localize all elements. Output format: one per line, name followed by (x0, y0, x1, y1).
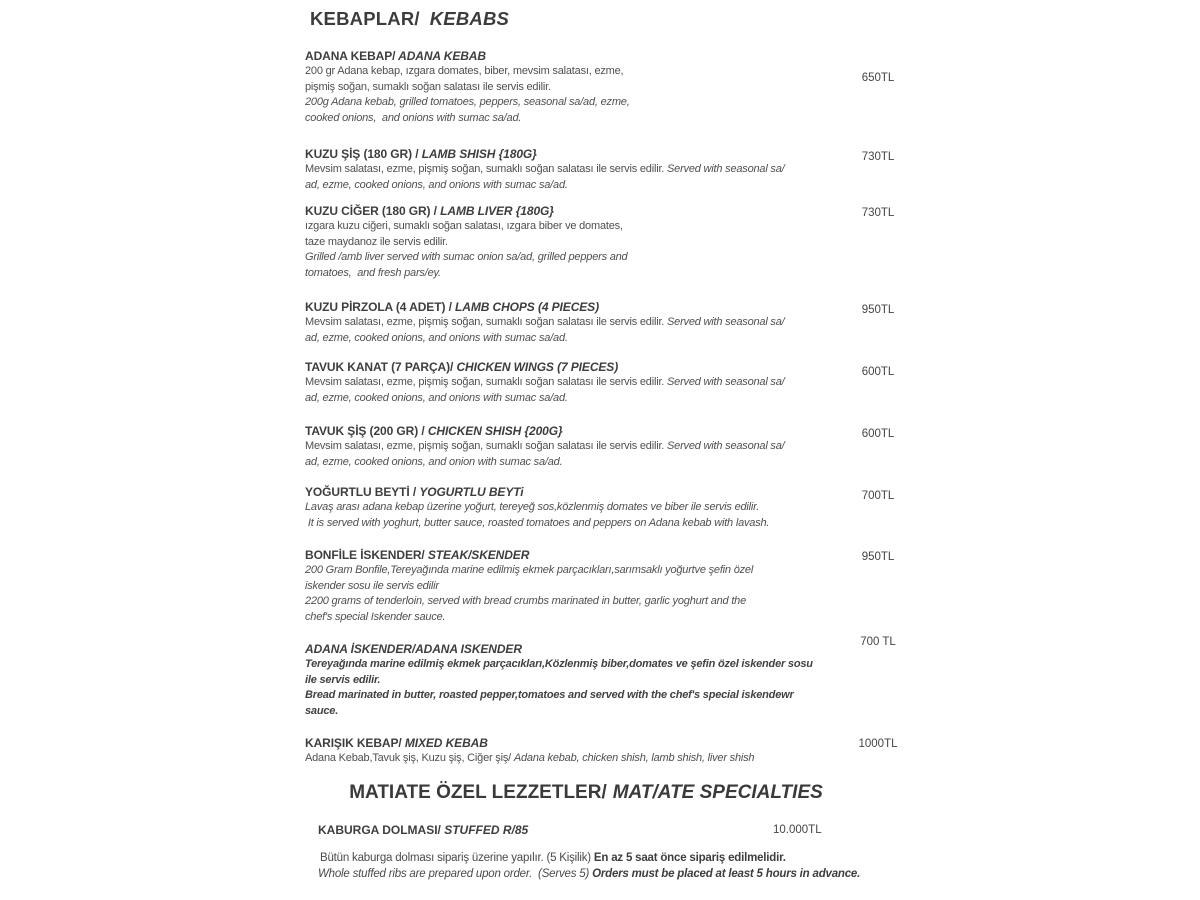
item-desc-line: ad, ezme, cooked onions, and onions with sumac sa/ad. (305, 391, 568, 404)
item-desc-line: Mevsim salatası, ezme, pişmiş soğan, sumaklı soğan salatası ile servis edilir. Served with seasonal sa/ (305, 440, 785, 453)
item-desc-line: sauce. (305, 704, 339, 717)
item-desc-line: Adana Kebab,Tavuk şiş, Kuzu şiş, Ciğer şiş/ Adana kebab, chicken shish, lamb shish, liver shish (305, 752, 755, 765)
section-title-specialties (300, 782, 872, 804)
order-note-turkish: Bütün kaburga dolması sipariş üzerine yapılır. (5 Kişilik) En az 5 saat önce sipariş edilmelidir. (320, 852, 786, 864)
item-desc-line: ad, ezme, cooked onions, and onions with sumac sa/ad. (305, 331, 568, 344)
item-title: ADANA İSKENDER/ADANA ISKENDER (305, 642, 522, 656)
item-title: BONFİLE İSKENDER/ STEAK/SKENDER (305, 548, 530, 562)
item-desc-line: ızgara kuzu ciğeri, sumaklı soğan salatası, ızgara biber ve domates, (305, 220, 623, 233)
item-price: 950TL (861, 304, 895, 316)
item-desc-line: cooked onions, and onions with sumac sa/ad. (305, 111, 522, 124)
item-desc-line: tomatoes, and fresh pars/ey. (305, 266, 441, 279)
order-note-english: Whole stuffed ribs are prepared upon order. (Serves 5) Orders must be placed at least 5 hours in advance. (318, 868, 861, 880)
item-title: ADANA KEBAP/ ADANA KEBAB (305, 49, 486, 63)
item-title: KUZU PİRZOLA (4 ADET) / LAMB CHOPS (4 PIECES) (305, 300, 599, 314)
item-desc-line: Lavaş arası adana kebap üzerine yoğurt, tereyeğ sos,közlenmiş domates ve biber ile servis edilir. (305, 501, 760, 514)
item-desc-line: Mevsim salatası, ezme, pişmiş soğan, sumaklı soğan salatası ile servis edilir. Served with seasonal sa/ (305, 316, 785, 329)
item-price: 730TL (861, 151, 895, 163)
item-desc-line: Bread marinated in butter, roasted pepper,tomatoes and served with the chef's special iskendewr (305, 689, 794, 702)
item-desc-line: taze maydanoz ile servis edilir. (305, 235, 448, 248)
menu-item-kuzu-pirzola (305, 300, 895, 346)
item-desc-line: 200 Gram Bonfile,Tereyağında marine edilmiş ekmek parçacıkları,sarımsaklı yoğurtve şefin özel (305, 564, 754, 577)
menu-item-tavuk-kanat (305, 360, 895, 406)
item-title: TAVUK ŞİŞ (200 GR) / CHICKEN SHISH {200G} (305, 424, 563, 438)
item-price: 730TL (861, 207, 895, 219)
menu-item-karisik-kebap (305, 736, 898, 767)
item-desc-line: 2200 grams of tenderloin, served with bread crumbs marinated in butter, garlic yoghurt and the (305, 595, 747, 608)
item-title: TAVUK KANAT (7 PARÇA)/ CHICKEN WINGS (7 PIECES) (305, 360, 619, 374)
item-price: 700 TL (860, 636, 896, 648)
item-price: 650TL (861, 72, 895, 84)
item-desc-line: Mevsim salatası, ezme, pişmiş soğan, sumaklı soğan salatası ile servis edilir. Served with seasonal sa/ (305, 376, 785, 389)
item-price: 10.000TL (773, 824, 822, 836)
item-desc-line: iskender sosu ile servis edilir (305, 579, 439, 592)
item-price: 1000TL (858, 738, 898, 750)
item-price: 950TL (861, 551, 895, 563)
item-desc-line: Mevsim salatası, ezme, pişmiş soğan, sumaklı soğan salatası ile servis edilir. Served with seasonal sa/ (305, 163, 785, 176)
item-price: 700TL (861, 490, 895, 502)
item-title: KUZU ŞİŞ (180 GR) / LAMB SHISH {180G} (305, 147, 537, 161)
menu-item-kuzu-sis (305, 147, 895, 193)
item-title: YOĞURTLU BEYTİ / YOGURTLU BEYTi (305, 485, 524, 499)
section-title-kebabs (310, 8, 509, 30)
item-title: KARIŞIK KEBAP/ MIXED KEBAB (305, 736, 488, 750)
menu-item-adana-iskender (305, 636, 896, 719)
item-desc-line: pişmiş soğan, sumaklı soğan salatası ile servis edilir. (305, 80, 551, 93)
item-desc-line: 200 gr Adana kebap, ızgara domates, biber, mevsim salatası, ezme, (305, 65, 624, 78)
menu-item-bonfile-iskender (305, 548, 895, 625)
item-desc-line: ad, ezme, cooked onions, and onions with sumac sa/ad. (305, 178, 568, 191)
item-price: 600TL (861, 428, 895, 440)
menu-item-adana-kebap (305, 49, 895, 126)
item-title: KABURGA DOLMASI/ STUFFED R/85 (318, 823, 529, 837)
section-title-specialties-en: MAT/ATE SPECIALTIES (612, 782, 823, 803)
item-desc-line: 200g Adana kebab, grilled tomatoes, peppers, seasonal sa/ad, ezme, (305, 96, 630, 109)
item-desc-line: ad, ezme, cooked onions, and onion with sumac sa/ad. (305, 455, 563, 468)
section-title-kebabs-tr: KEBAPLAR/ (310, 8, 420, 29)
section-title-kebabs-en: KEBABS (429, 8, 510, 29)
item-title: KUZU CİĞER (180 GR) / LAMB LIVER {180G} (305, 204, 554, 218)
item-desc-line: chef's special Iskender sauce. (305, 610, 446, 623)
item-desc-line: Tereyağında marine edilmiş ekmek parçacıkları,Közlenmiş biber,domates ve şefin özel iskender sosu (305, 658, 813, 671)
menu-item-kuzu-ciger (305, 204, 895, 281)
menu-item-yogurtlu-beyti (305, 485, 895, 531)
section-title-specialties-tr: MATIATE ÖZEL LEZZETLER/ (349, 782, 607, 803)
item-desc-line: ile servis edilir. (305, 673, 381, 686)
menu-item-kaburga-dolmasi (305, 822, 850, 838)
item-price: 600TL (861, 366, 895, 378)
item-desc-line: Grilled /amb liver served with sumac onion sa/ad, grilled peppers and (305, 251, 628, 264)
item-desc-line: It is served with yoghurt, butter sauce, roasted tomatoes and peppers on Adana kebab with lavash. (305, 516, 770, 529)
menu-item-tavuk-sis (305, 424, 895, 470)
